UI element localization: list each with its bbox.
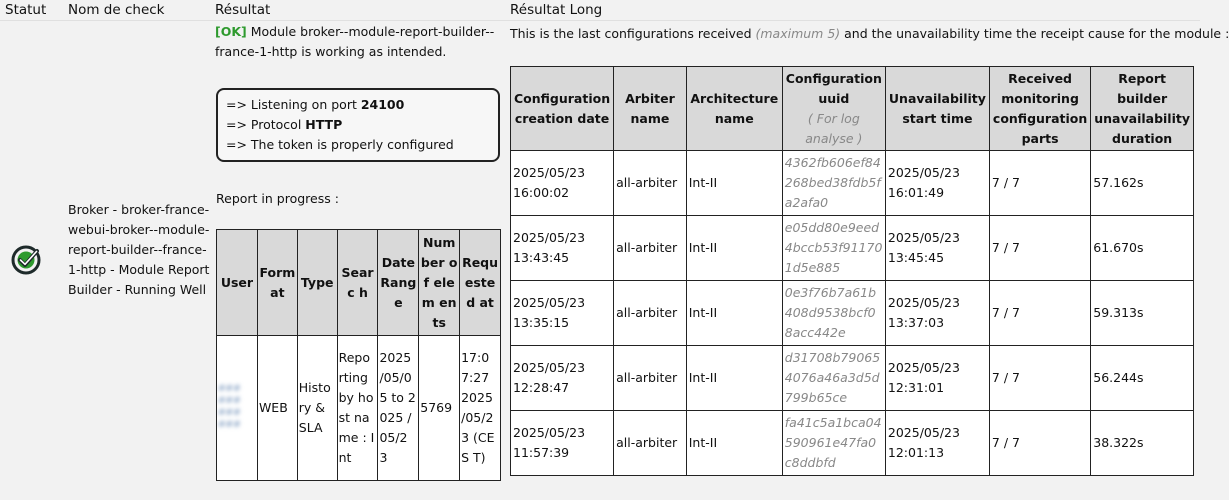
report-requested: 17:0 7:27 2025 /05/2 3 (CES T) [460,336,501,481]
th-arbiter-name: Arbiter name [614,67,687,151]
table-row [511,346,1194,411]
cell-unavailability-duration: 38.322s [1091,411,1194,476]
cell-architecture-name: Int-II [686,151,782,216]
cell-received-parts: 7 / 7 [989,151,1090,216]
cell-unavailability-duration: 61.670s [1091,216,1194,281]
info-box [216,88,500,162]
redacted-user: ############ [218,384,241,430]
cell-unavailability-duration: 56.244s [1091,346,1194,411]
report-th-date-range: Date Rang e [378,230,419,336]
cell-arbiter-name: all-arbiter [614,216,687,281]
report-th-user: User [217,230,258,336]
header-divider [0,20,1200,21]
max-note: (maximum 5) [755,26,841,41]
cell-creation-date: 2025/05/23 12:28:47 [511,346,614,411]
report-table-header [217,230,501,336]
token-line: => The token is properly configured [226,137,454,152]
cell-unavailability-duration: 59.313s [1091,281,1194,346]
cell-arbiter-name: all-arbiter [614,281,687,346]
cell-creation-date: 2025/05/23 13:35:15 [511,281,614,346]
header-resultat-long: Résultat Long [510,2,603,18]
report-date-range: 2025 /05/0 5 to 2025 /05/2 3 [378,336,419,481]
report-user [217,336,258,481]
cell-creation-date: 2025/05/23 11:57:39 [511,411,614,476]
check-name: Broker - broker-france-webui-broker--module-report-builder--france-1-http - Module Report Builder - Running Well [68,202,210,297]
report-th-search: Searc h [337,230,378,336]
report-format: WEB [257,336,297,481]
port-value: 24100 [360,97,405,112]
report-elements: 5769 [419,336,460,481]
header-statut: Statut [5,2,47,18]
report-th-requested: Requ ested at [460,230,501,336]
cell-config-uuid: fa41c5a1bca04590961e47fa0c8ddbfd [782,411,885,476]
cell-unavailability-start: 2025/05/23 12:31:01 [885,346,989,411]
cell-received-parts: 7 / 7 [989,216,1090,281]
cell-unavailability-start: 2025/05/23 13:45:45 [885,216,989,281]
report-th-number: Num ber of elem ents [419,230,460,336]
port-line: => Listening on port 24100 [226,97,405,112]
cell-arbiter-name: all-arbiter [614,411,687,476]
cell-received-parts: 7 / 7 [989,411,1090,476]
protocol-line: => Protocol HTTP [226,117,343,132]
cell-arbiter-name: all-arbiter [614,346,687,411]
report-table [216,229,501,481]
report-th-type: Type [297,230,337,336]
cell-unavailability-start: 2025/05/23 12:01:13 [885,411,989,476]
protocol-value: HTTP [305,117,343,132]
short-result-text: Module broker--module-report-builder--france-1-http is working as intended. [215,24,495,59]
th-unavailability-duration: Report builder unavailability duration [1091,67,1194,151]
cell-architecture-name: Int-II [686,281,782,346]
table-row [511,281,1194,346]
configurations-header [511,67,1194,151]
cell-config-uuid: d31708b790654076a46a3d5d799b65ce [782,346,885,411]
cell-config-uuid: 0e3f76b7a61b408d9538bcf08acc442e [782,281,885,346]
header-nom-de-check: Nom de check [68,2,165,18]
header-resultat: Résultat [215,2,271,18]
cell-config-uuid: 4362fb606ef84268bed38fdb5fa2afa0 [782,151,885,216]
check-badge-icon [10,244,42,276]
table-row [511,151,1194,216]
cell-config-uuid: e05dd80e9eed4bccb53f911701d5e885 [782,216,885,281]
th-uuid-subtitle: ( For log analyse ) [805,110,863,146]
cell-architecture-name: Int-II [686,411,782,476]
table-row [511,216,1194,281]
cell-received-parts: 7 / 7 [989,281,1090,346]
table-row [511,411,1194,476]
th-architecture-name: Architecture name [686,67,782,151]
cell-architecture-name: Int-II [686,216,782,281]
ok-tag: [OK] [215,24,247,39]
report-title: Report in progress : [216,191,339,206]
cell-unavailability-start: 2025/05/23 16:01:49 [885,151,989,216]
th-unavailability-start: Unavailability start time [885,67,989,151]
th-config-uuid: Configuration uuid ( For log analyse ) [782,67,885,151]
long-result-intro: This is the last configurations received (maximum 5) and the unavailability time the receipt cause for the module : [510,26,1229,41]
cell-creation-date: 2025/05/23 13:43:45 [511,216,614,281]
cell-architecture-name: Int-II [686,346,782,411]
report-type: Histo ry & SLA [297,336,337,481]
cell-unavailability-duration: 57.162s [1091,151,1194,216]
cell-unavailability-start: 2025/05/23 13:37:03 [885,281,989,346]
report-table-row [217,336,501,481]
th-received-parts: Received monitoring configuration parts [989,67,1090,151]
configurations-table [510,66,1194,476]
cell-arbiter-name: all-arbiter [614,151,687,216]
report-th-format: Form at [257,230,297,336]
cell-creation-date: 2025/05/23 16:00:02 [511,151,614,216]
report-search: Repo rting by host name : Int [337,336,378,481]
short-result [215,22,503,62]
cell-received-parts: 7 / 7 [989,346,1090,411]
th-creation-date: Configuration creation date [511,67,614,151]
